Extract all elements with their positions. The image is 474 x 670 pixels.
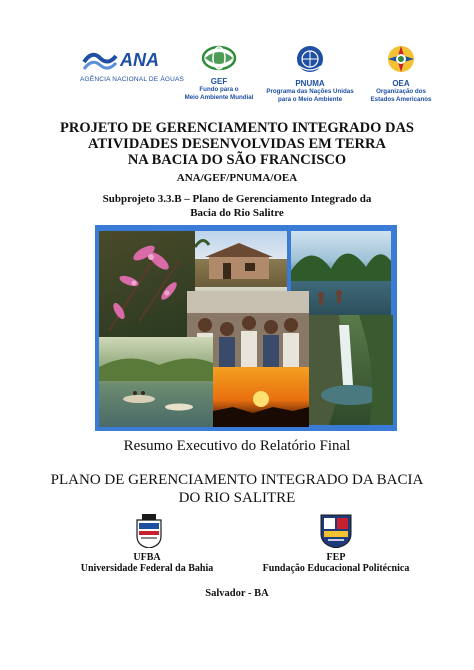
photo-sunset: [213, 367, 309, 427]
ana-logo: [78, 44, 188, 90]
plan-title-line2: DO RIO SALITRE: [178, 490, 296, 506]
subproject-line1: Subprojeto 3.3.B – Plano de Gerenciamento Integrado da: [102, 193, 372, 205]
oea-line2: Estados Americanos: [370, 96, 432, 103]
ana-name: ANA: [120, 50, 159, 70]
project-title: [0, 120, 474, 168]
city-line: Salvador - BA: [205, 588, 269, 599]
oea-name: OEA: [392, 79, 410, 88]
ufba-name: Universidade Federal da Bahia: [80, 563, 214, 574]
gef-name: GEF: [210, 77, 228, 86]
un-emblem-icon: [294, 44, 326, 74]
photo-collage: [95, 225, 397, 431]
subproject-line2: Bacia do Rio Salitre: [190, 207, 284, 219]
pnuma-line1: Programa das Nações Unidas: [266, 88, 354, 95]
partners-line: ANA/GEF/PNUMA/OEA: [176, 172, 298, 184]
pnuma-name: PNUMA: [295, 79, 325, 88]
fep-name: Fundação Educacional Politécnica: [262, 563, 410, 574]
project-title-line2: ATIVIDADES DESENVOLVIDAS EM TERRA: [88, 136, 386, 152]
plan-title-line1: PLANO DE GERENCIAMENTO INTEGRADO DA BACIA: [50, 472, 424, 488]
photo-rural-house: [195, 231, 287, 287]
pnuma-logo: [262, 44, 358, 104]
ana-subtitle: AGÊNCIA NACIONAL DE ÁGUAS: [80, 76, 185, 83]
summary-title: Resumo Executivo do Relatório Final: [123, 438, 351, 454]
oea-flags-emblem-icon: [385, 44, 417, 74]
photo-boats-on-river: [99, 337, 213, 427]
oea-line1: Organização dos: [376, 88, 426, 95]
fep-block: [238, 552, 434, 574]
gef-logo: [176, 44, 262, 104]
gef-globe-icon: [199, 44, 239, 72]
project-title-line1: PROJETO DE GERENCIAMENTO INTEGRADO DAS: [60, 120, 414, 136]
ana-wave-icon: [82, 48, 118, 74]
subproject-title: [0, 192, 474, 220]
ufba-crest-icon: [136, 514, 162, 548]
project-title-line3: NA BACIA DO SÃO FRANCISCO: [127, 152, 347, 168]
photo-waterfall: [309, 315, 393, 425]
plan-title: [0, 471, 474, 507]
fep-crest-icon: [320, 514, 352, 548]
gef-line1: Fundo para o: [199, 86, 239, 93]
pnuma-line2: para o Meio Ambiente: [277, 96, 343, 103]
gef-line2: Meio Ambiente Mundial: [184, 94, 254, 101]
oea-logo: [364, 44, 438, 104]
ufba-abbr: UFBA: [133, 552, 161, 563]
photo-flowers: [99, 231, 195, 337]
fep-abbr: FEP: [326, 552, 346, 563]
